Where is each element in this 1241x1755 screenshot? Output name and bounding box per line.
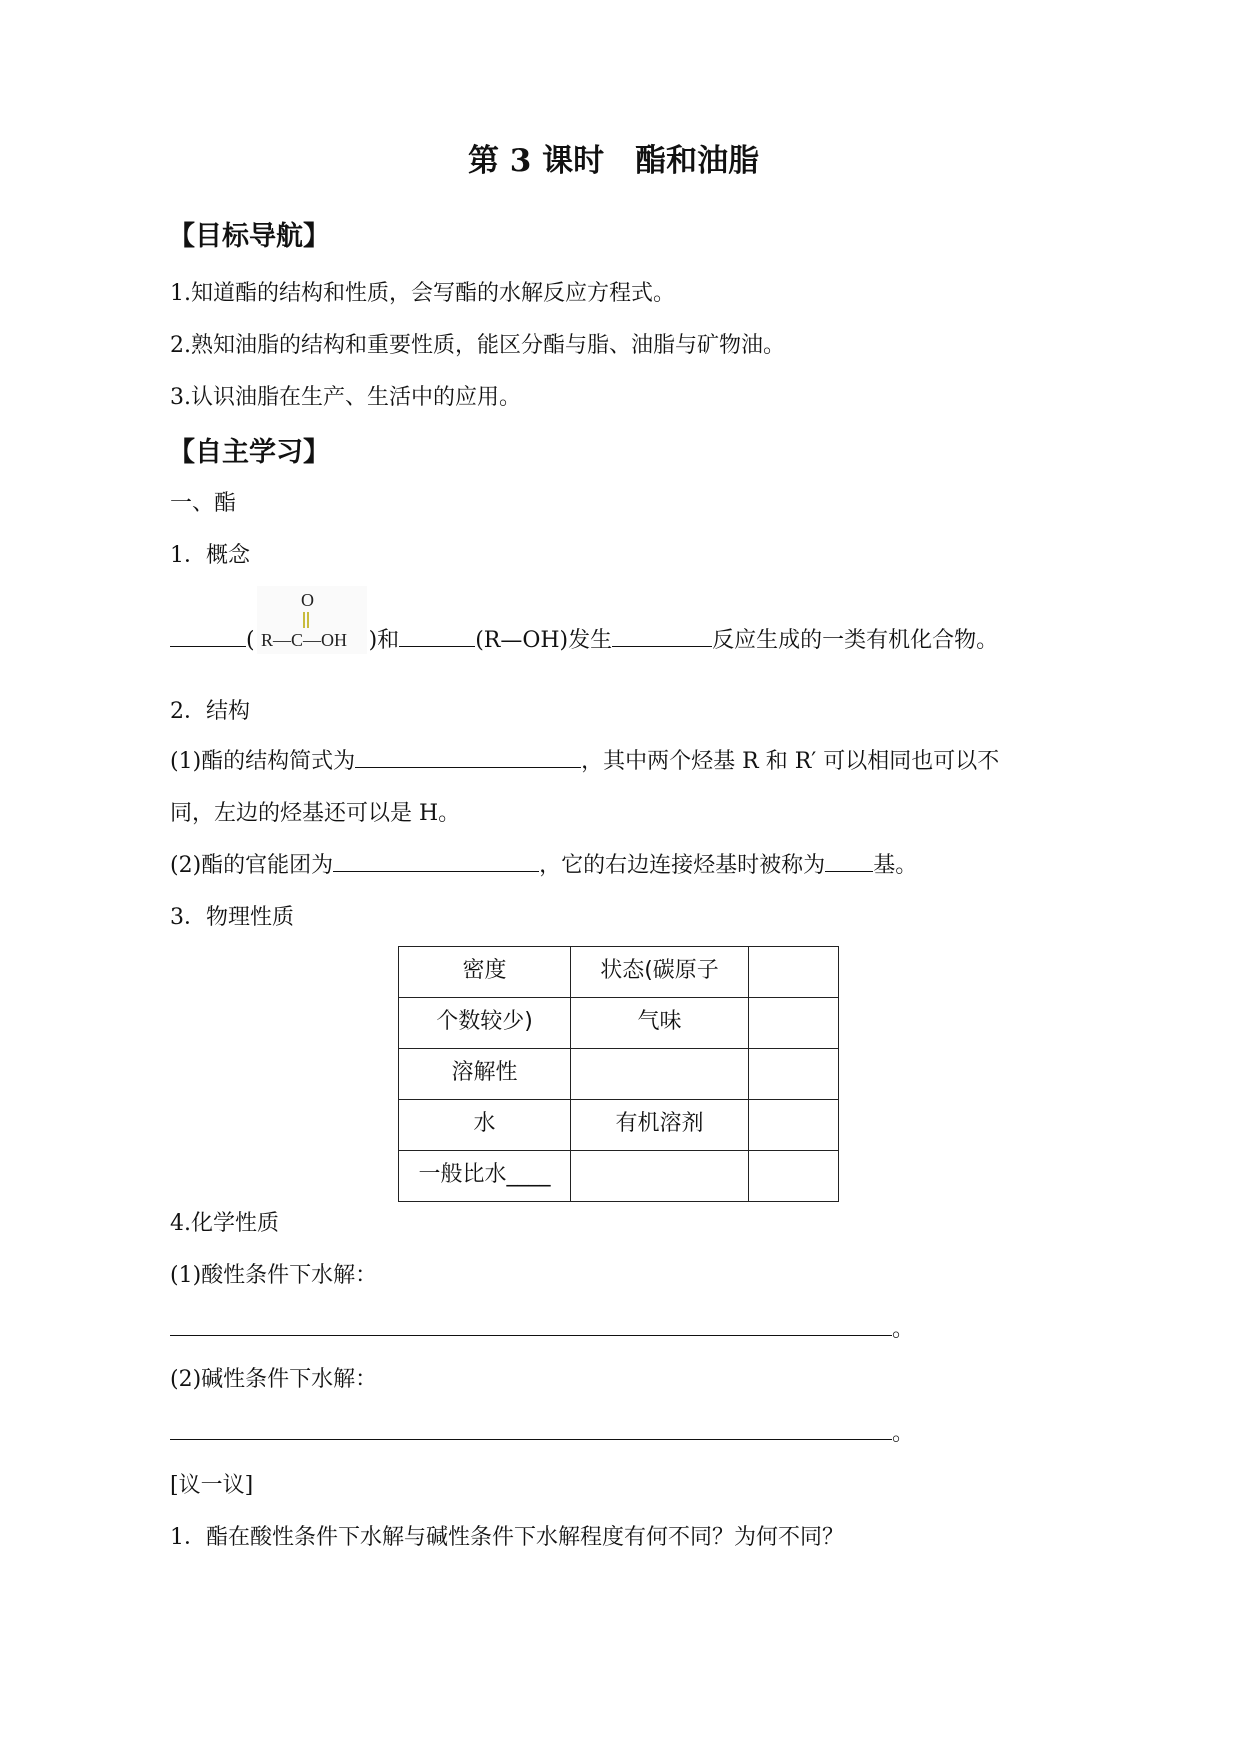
period: 。	[892, 1421, 915, 1446]
table-cell	[571, 1151, 749, 1202]
goal-2: 2.熟知油脂的结构和重要性质，能区分酯与脂、油脂与矿物油。	[170, 333, 785, 358]
period: 。	[892, 1317, 915, 1342]
acid-hydrolysis-answer-line	[170, 1312, 914, 1343]
base-hydrolysis-label: (2)碱性条件下水解：	[170, 1367, 378, 1392]
table-cell: 溶解性	[399, 1049, 571, 1100]
formula-oxygen: O	[300, 590, 314, 610]
concept-heading: 1．概念	[170, 543, 250, 568]
discuss-heading: [议一议]	[170, 1473, 254, 1498]
structure-2b: ，它的右边连接烃基时被称为	[539, 853, 826, 878]
section-goals: 【目标导航】	[168, 221, 330, 252]
table-cell	[571, 1049, 749, 1100]
table-cell: 有机溶剂	[571, 1100, 749, 1151]
blank-ester-formula	[355, 766, 581, 768]
table-cell	[749, 1100, 839, 1151]
table-cell: 水	[399, 1100, 571, 1151]
goal-3: 3.认识油脂在生产、生活中的应用。	[170, 385, 521, 410]
physical-heading: 3．物理性质	[170, 905, 294, 930]
carboxylic-acid-formula	[257, 586, 367, 654]
table-row	[399, 998, 839, 1049]
structure-1b: ，其中两个烃基 R 和 R′ 可以相同也可以不	[581, 749, 1000, 774]
table-cell: 状态(碳原子	[571, 947, 749, 998]
part1-heading: 一、酯	[170, 491, 237, 516]
concept-alcohol: (R—OH)发生	[475, 628, 613, 653]
concept-tail: 反应生成的一类有机化合物。	[712, 628, 999, 653]
structure-heading: 2．结构	[170, 699, 250, 724]
blank-alcohol	[399, 645, 475, 647]
table-row	[399, 1049, 839, 1100]
table-cell: 一般比水____	[399, 1151, 571, 1202]
blank-acid-equation	[170, 1334, 892, 1336]
structure-1a: (1)酯的结构简式为	[170, 749, 356, 774]
table-row	[399, 1100, 839, 1151]
table-cell: 个数较少)	[399, 998, 571, 1049]
table-cell	[749, 1049, 839, 1100]
table-cell	[749, 947, 839, 998]
table-cell: 密度	[399, 947, 571, 998]
structure-2c: 基。	[873, 853, 918, 878]
structure-line-2	[170, 848, 917, 879]
discuss-question-1: 1．酯在酸性条件下水解与碱性条件下水解程度有何不同？为何不同？	[170, 1525, 844, 1550]
blank-reaction	[612, 645, 712, 647]
structure-2a: (2)酯的官能团为	[170, 853, 334, 878]
concept-line	[170, 586, 998, 666]
concept-open-paren: (	[246, 628, 255, 653]
structure-line-1c: 同，左边的烃基还可以是 H。	[170, 801, 461, 826]
chemical-heading: 4.化学性质	[170, 1211, 279, 1236]
blank-acid	[170, 645, 246, 647]
page-title: 第 3 课时 酯和油脂	[468, 143, 760, 179]
structure-line-1	[170, 744, 999, 775]
table-cell	[749, 998, 839, 1049]
table-cell: 气味	[571, 998, 749, 1049]
concept-after-formula: )和	[368, 628, 400, 653]
table-row	[399, 947, 839, 998]
formula-chain: R—C—OH	[260, 630, 347, 650]
blank-base-equation	[170, 1438, 892, 1440]
table-cell	[749, 1151, 839, 1202]
blank-functional-group	[333, 870, 539, 872]
section-self-study: 【自主学习】	[168, 437, 330, 468]
blank-group-name	[825, 870, 873, 872]
acid-hydrolysis-label: (1)酸性条件下水解：	[170, 1263, 378, 1288]
physical-properties-table	[398, 946, 839, 1202]
base-hydrolysis-answer-line	[170, 1416, 914, 1447]
goal-1: 1.知道酯的结构和性质，会写酯的水解反应方程式。	[170, 281, 675, 306]
table-row	[399, 1151, 839, 1202]
